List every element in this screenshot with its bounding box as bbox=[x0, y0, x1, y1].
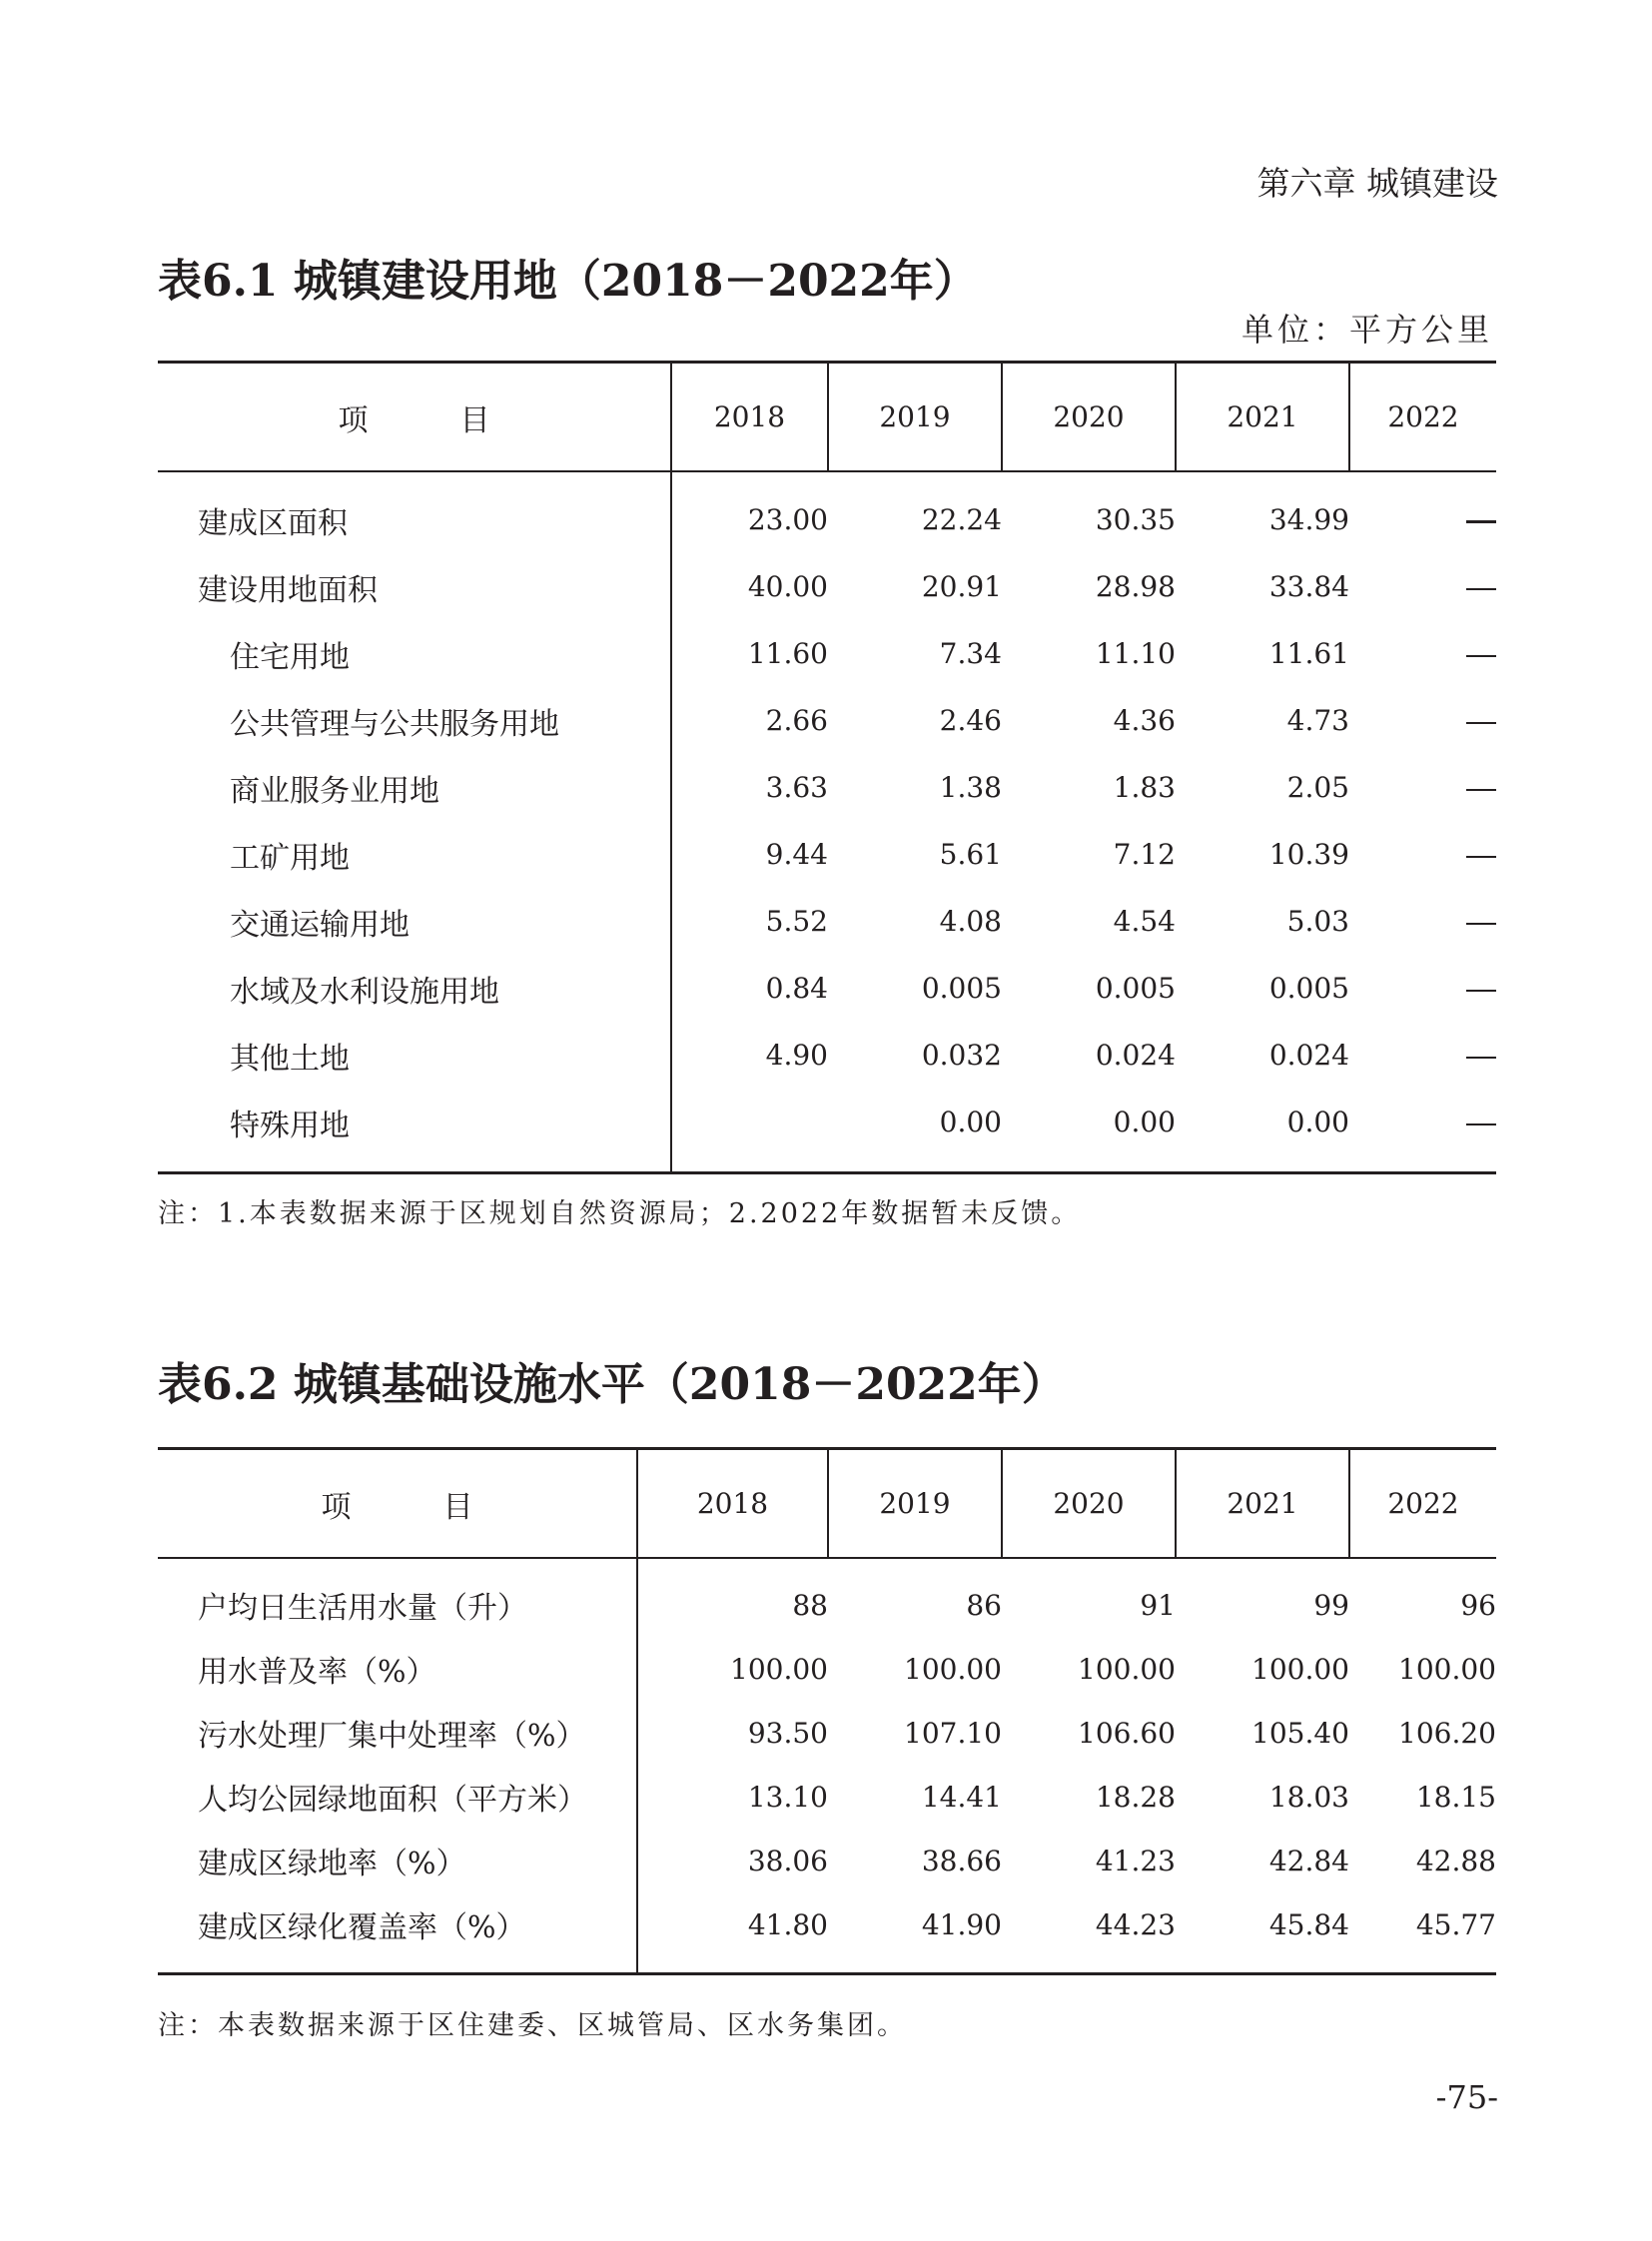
cell-2018: 13.10 bbox=[637, 1765, 828, 1829]
table2-header-year: 2018 bbox=[637, 1449, 828, 1559]
dash-mark bbox=[1466, 722, 1496, 724]
row-label: 人均公园绿地面积（平方米） bbox=[198, 1783, 587, 1818]
table1-title: 表6.1 城镇建设用地（2018－2022年） bbox=[158, 256, 978, 307]
cell-2018: 5.52 bbox=[671, 888, 828, 955]
cell-2020: 44.23 bbox=[1002, 1892, 1176, 1974]
cell-2022 bbox=[1349, 620, 1496, 687]
table1-header-item bbox=[158, 363, 671, 472]
cell-2021: 34.99 bbox=[1268, 503, 1349, 536]
cell-2018: 41.80 bbox=[637, 1892, 828, 1974]
table1-header-year: 2022 bbox=[1349, 363, 1496, 472]
cell-2019: 4.08 bbox=[939, 905, 1002, 938]
cell-2020: 18.28 bbox=[1095, 1780, 1176, 1814]
cell-2022 bbox=[1349, 471, 1496, 553]
row-label: 水域及水利设施用地 bbox=[230, 974, 499, 1010]
cell-2020: 0.00 bbox=[1002, 1089, 1176, 1173]
cell-2022 bbox=[1349, 1022, 1496, 1089]
table-row bbox=[158, 1558, 1496, 1637]
cell-2021: 2.05 bbox=[1286, 771, 1349, 804]
cell-2022: 106.20 bbox=[1398, 1716, 1496, 1750]
table1-header-year: 2021 bbox=[1176, 363, 1349, 472]
table-row bbox=[158, 553, 1496, 620]
header-item-left: 项 bbox=[338, 402, 369, 438]
cell-2021: 33.84 bbox=[1268, 570, 1349, 603]
row-label: 其他土地 bbox=[230, 1041, 350, 1077]
cell-2019: 107.10 bbox=[904, 1716, 1002, 1750]
table2-header-year: 2022 bbox=[1349, 1449, 1496, 1559]
header-item-right: 目 bbox=[459, 402, 490, 438]
table1-header-row bbox=[158, 363, 1496, 472]
table2-note: 注：本表数据来源于区住建委、区城管局、区水务集团。 bbox=[158, 2010, 907, 2041]
cell-2018: 0.84 bbox=[671, 955, 828, 1022]
row-label: 户均日生活用水量（升） bbox=[198, 1591, 527, 1626]
cell-2019: 0.005 bbox=[921, 972, 1002, 1005]
cell-2022: 18.15 bbox=[1415, 1780, 1496, 1814]
cell-2021: 18.03 bbox=[1268, 1780, 1349, 1814]
table-row bbox=[158, 888, 1496, 955]
cell-2021: 45.84 bbox=[1176, 1892, 1349, 1974]
cell-2021: 100.00 bbox=[1251, 1652, 1349, 1686]
cell-2020: 1.83 bbox=[1113, 771, 1176, 804]
table2-header-row bbox=[158, 1449, 1496, 1559]
cell-2018: 93.50 bbox=[637, 1701, 828, 1765]
cell-2020: 7.12 bbox=[1113, 838, 1176, 871]
cell-2019: 7.34 bbox=[939, 637, 1002, 670]
cell-2021: 10.39 bbox=[1268, 838, 1349, 871]
row-label: 公共管理与公共服务用地 bbox=[230, 706, 559, 742]
row-label: 污水处理厂集中处理率（%） bbox=[198, 1719, 586, 1754]
cell-2021: 11.61 bbox=[1268, 637, 1349, 670]
table-row bbox=[158, 471, 1496, 553]
row-label: 交通运输用地 bbox=[230, 907, 410, 943]
cell-2022 bbox=[1349, 821, 1496, 888]
cell-2018: 23.00 bbox=[671, 471, 828, 553]
table-row bbox=[158, 1892, 1496, 1974]
cell-2018: 3.63 bbox=[671, 754, 828, 821]
table2-header-year: 2019 bbox=[828, 1449, 1002, 1559]
row-label: 建成区绿地率（%） bbox=[198, 1847, 466, 1881]
cell-2022: 96 bbox=[1460, 1588, 1496, 1622]
cell-2019: 0.00 bbox=[828, 1089, 1002, 1173]
dash-mark bbox=[1466, 1057, 1496, 1059]
dash-mark bbox=[1466, 588, 1496, 590]
row-label: 工矿用地 bbox=[230, 840, 350, 876]
cell-2022 bbox=[1349, 687, 1496, 754]
cell-2019: 22.24 bbox=[921, 503, 1002, 536]
table-row bbox=[158, 1829, 1496, 1892]
cell-2020: 28.98 bbox=[1095, 570, 1176, 603]
header-item-right: 目 bbox=[442, 1489, 473, 1525]
table-row bbox=[158, 955, 1496, 1022]
cell-2020: 4.54 bbox=[1113, 905, 1176, 938]
cell-2022 bbox=[1349, 955, 1496, 1022]
row-label: 商业服务业用地 bbox=[230, 773, 439, 809]
cell-2020: 91 bbox=[1140, 1588, 1176, 1622]
dash-mark bbox=[1466, 520, 1496, 523]
cell-2018 bbox=[671, 1089, 828, 1173]
table-row bbox=[158, 620, 1496, 687]
cell-2019: 14.41 bbox=[921, 1780, 1002, 1814]
cell-2020: 11.10 bbox=[1095, 637, 1176, 670]
cell-2022 bbox=[1349, 754, 1496, 821]
cell-2022: 45.77 bbox=[1349, 1892, 1496, 1974]
cell-2018: 38.06 bbox=[637, 1829, 828, 1892]
cell-2021: 0.00 bbox=[1176, 1089, 1349, 1173]
table2-header-year: 2021 bbox=[1176, 1449, 1349, 1559]
row-label: 住宅用地 bbox=[230, 639, 350, 675]
cell-2020: 0.024 bbox=[1095, 1039, 1176, 1072]
cell-2021: 42.84 bbox=[1268, 1844, 1349, 1877]
dash-mark bbox=[1466, 856, 1496, 858]
table2-header-year: 2020 bbox=[1002, 1449, 1176, 1559]
cell-2018: 4.90 bbox=[671, 1022, 828, 1089]
cell-2019: 41.90 bbox=[828, 1892, 1002, 1974]
table-row bbox=[158, 1022, 1496, 1089]
table1-note: 注：1.本表数据来源于区规划自然资源局；2.2022年数据暂未反馈。 bbox=[158, 1198, 1082, 1229]
cell-2022: 42.88 bbox=[1415, 1844, 1496, 1877]
table1-unit: 单位：平方公里 bbox=[1240, 311, 1493, 349]
cell-2019: 2.46 bbox=[939, 704, 1002, 737]
table-row bbox=[158, 821, 1496, 888]
table2-title: 表6.2 城镇基础设施水平（2018－2022年） bbox=[158, 1359, 1066, 1410]
row-label: 建成区面积 bbox=[198, 505, 348, 541]
table-row bbox=[158, 754, 1496, 821]
table-row bbox=[158, 1637, 1496, 1701]
cell-2021: 0.024 bbox=[1268, 1039, 1349, 1072]
cell-2022: 100.00 bbox=[1398, 1652, 1496, 1686]
cell-2021: 0.005 bbox=[1268, 972, 1349, 1005]
cell-2018: 11.60 bbox=[671, 620, 828, 687]
cell-2018: 88 bbox=[637, 1558, 828, 1637]
table2 bbox=[158, 1447, 1496, 1975]
cell-2019: 100.00 bbox=[904, 1652, 1002, 1686]
table1-header-year: 2018 bbox=[671, 363, 828, 472]
cell-2022 bbox=[1349, 553, 1496, 620]
table1 bbox=[158, 361, 1496, 1174]
cell-2019: 38.66 bbox=[921, 1844, 1002, 1877]
dash-mark bbox=[1466, 1123, 1496, 1125]
cell-2020: 30.35 bbox=[1095, 503, 1176, 536]
cell-2022 bbox=[1349, 888, 1496, 955]
cell-2018: 2.66 bbox=[671, 687, 828, 754]
table-row bbox=[158, 687, 1496, 754]
page-number: -75- bbox=[1435, 2078, 1498, 2116]
cell-2019: 0.032 bbox=[921, 1039, 1002, 1072]
cell-2021: 5.03 bbox=[1286, 905, 1349, 938]
table2-header-item bbox=[158, 1449, 637, 1559]
cell-2019: 20.91 bbox=[921, 570, 1002, 603]
table1-header-year: 2019 bbox=[828, 363, 1002, 472]
table-row bbox=[158, 1701, 1496, 1765]
cell-2018: 100.00 bbox=[637, 1637, 828, 1701]
cell-2021: 4.73 bbox=[1286, 704, 1349, 737]
row-label: 建成区绿化覆盖率（%） bbox=[158, 1892, 637, 1974]
cell-2021: 105.40 bbox=[1251, 1716, 1349, 1750]
running-head: 第六章 城镇建设 bbox=[1256, 164, 1498, 203]
cell-2020: 0.005 bbox=[1095, 972, 1176, 1005]
dash-mark bbox=[1466, 923, 1496, 925]
cell-2020: 100.00 bbox=[1078, 1652, 1176, 1686]
row-label: 建设用地面积 bbox=[198, 572, 378, 608]
row-label: 特殊用地 bbox=[158, 1089, 671, 1173]
header-item-left: 项 bbox=[321, 1489, 352, 1525]
cell-2019: 86 bbox=[966, 1588, 1002, 1622]
table-row bbox=[158, 1765, 1496, 1829]
cell-2019: 5.61 bbox=[939, 838, 1002, 871]
cell-2021: 99 bbox=[1313, 1588, 1349, 1622]
dash-mark bbox=[1466, 789, 1496, 791]
cell-2018: 9.44 bbox=[671, 821, 828, 888]
cell-2022 bbox=[1349, 1089, 1496, 1173]
cell-2020: 106.60 bbox=[1078, 1716, 1176, 1750]
dash-mark bbox=[1466, 990, 1496, 992]
cell-2018: 40.00 bbox=[671, 553, 828, 620]
cell-2020: 4.36 bbox=[1113, 704, 1176, 737]
table1-header-year: 2020 bbox=[1002, 363, 1176, 472]
dash-mark bbox=[1466, 655, 1496, 657]
row-label: 用水普及率（%） bbox=[198, 1655, 436, 1690]
cell-2019: 1.38 bbox=[939, 771, 1002, 804]
table-row bbox=[158, 1089, 1496, 1173]
cell-2020: 41.23 bbox=[1095, 1844, 1176, 1877]
